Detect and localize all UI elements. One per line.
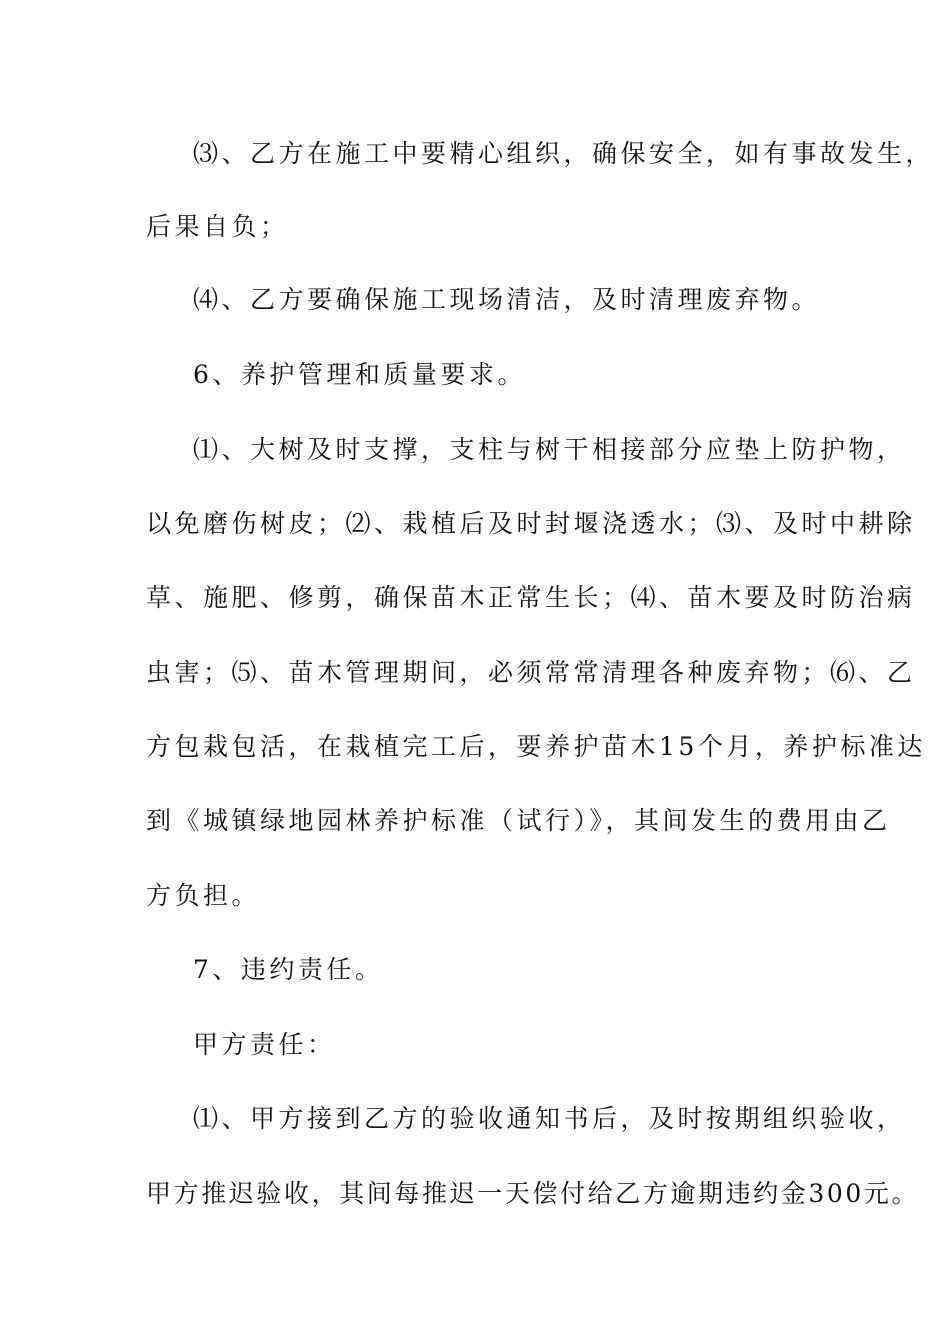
paragraph-line: ⑴、甲方接到乙方的验收通知书后，及时按期组织验收， xyxy=(193,1104,906,1133)
paragraph-line: ⑷、乙方要确保施工现场清洁，及时清理废弃物。 xyxy=(193,285,821,314)
paragraph-line: ⑴、大树及时支撑，支柱与树干相接部分应垫上防护物， xyxy=(193,435,906,464)
paragraph-line: ⑶、乙方在施工中要精心组织，确保安全，如有事故发生， xyxy=(193,139,935,168)
paragraph-line: 以免磨伤树皮；⑵、栽植后及时封堰浇透水；⑶、及时中耕除 xyxy=(146,509,916,538)
section-heading: 6、养护管理和质量要求。 xyxy=(193,360,526,389)
paragraph-line: 到《城镇绿地园林养护标准（试行）》，其间发生的费用由乙 xyxy=(146,806,891,835)
section-heading: 7、违约责任。 xyxy=(193,955,384,984)
paragraph-line: 方包栽包活，在栽植完工后，要养护苗木15个月，养护标准达 xyxy=(146,732,926,761)
paragraph-line: 甲方责任： xyxy=(193,1030,336,1059)
paragraph-line: 后果自负； xyxy=(146,212,289,241)
paragraph-line: 甲方推迟验收，其间每推迟一天偿付给乙方逾期违约金300元。 xyxy=(146,1179,920,1208)
paragraph-line: 虫害；⑸、苗木管理期间，必须常常清理各种废弃物；⑹、乙 xyxy=(146,658,916,687)
paragraph-line: 草、施肥、修剪，确保苗木正常生长；⑷、苗木要及时防治病 xyxy=(146,583,916,612)
paragraph-line: 方负担。 xyxy=(146,881,261,910)
